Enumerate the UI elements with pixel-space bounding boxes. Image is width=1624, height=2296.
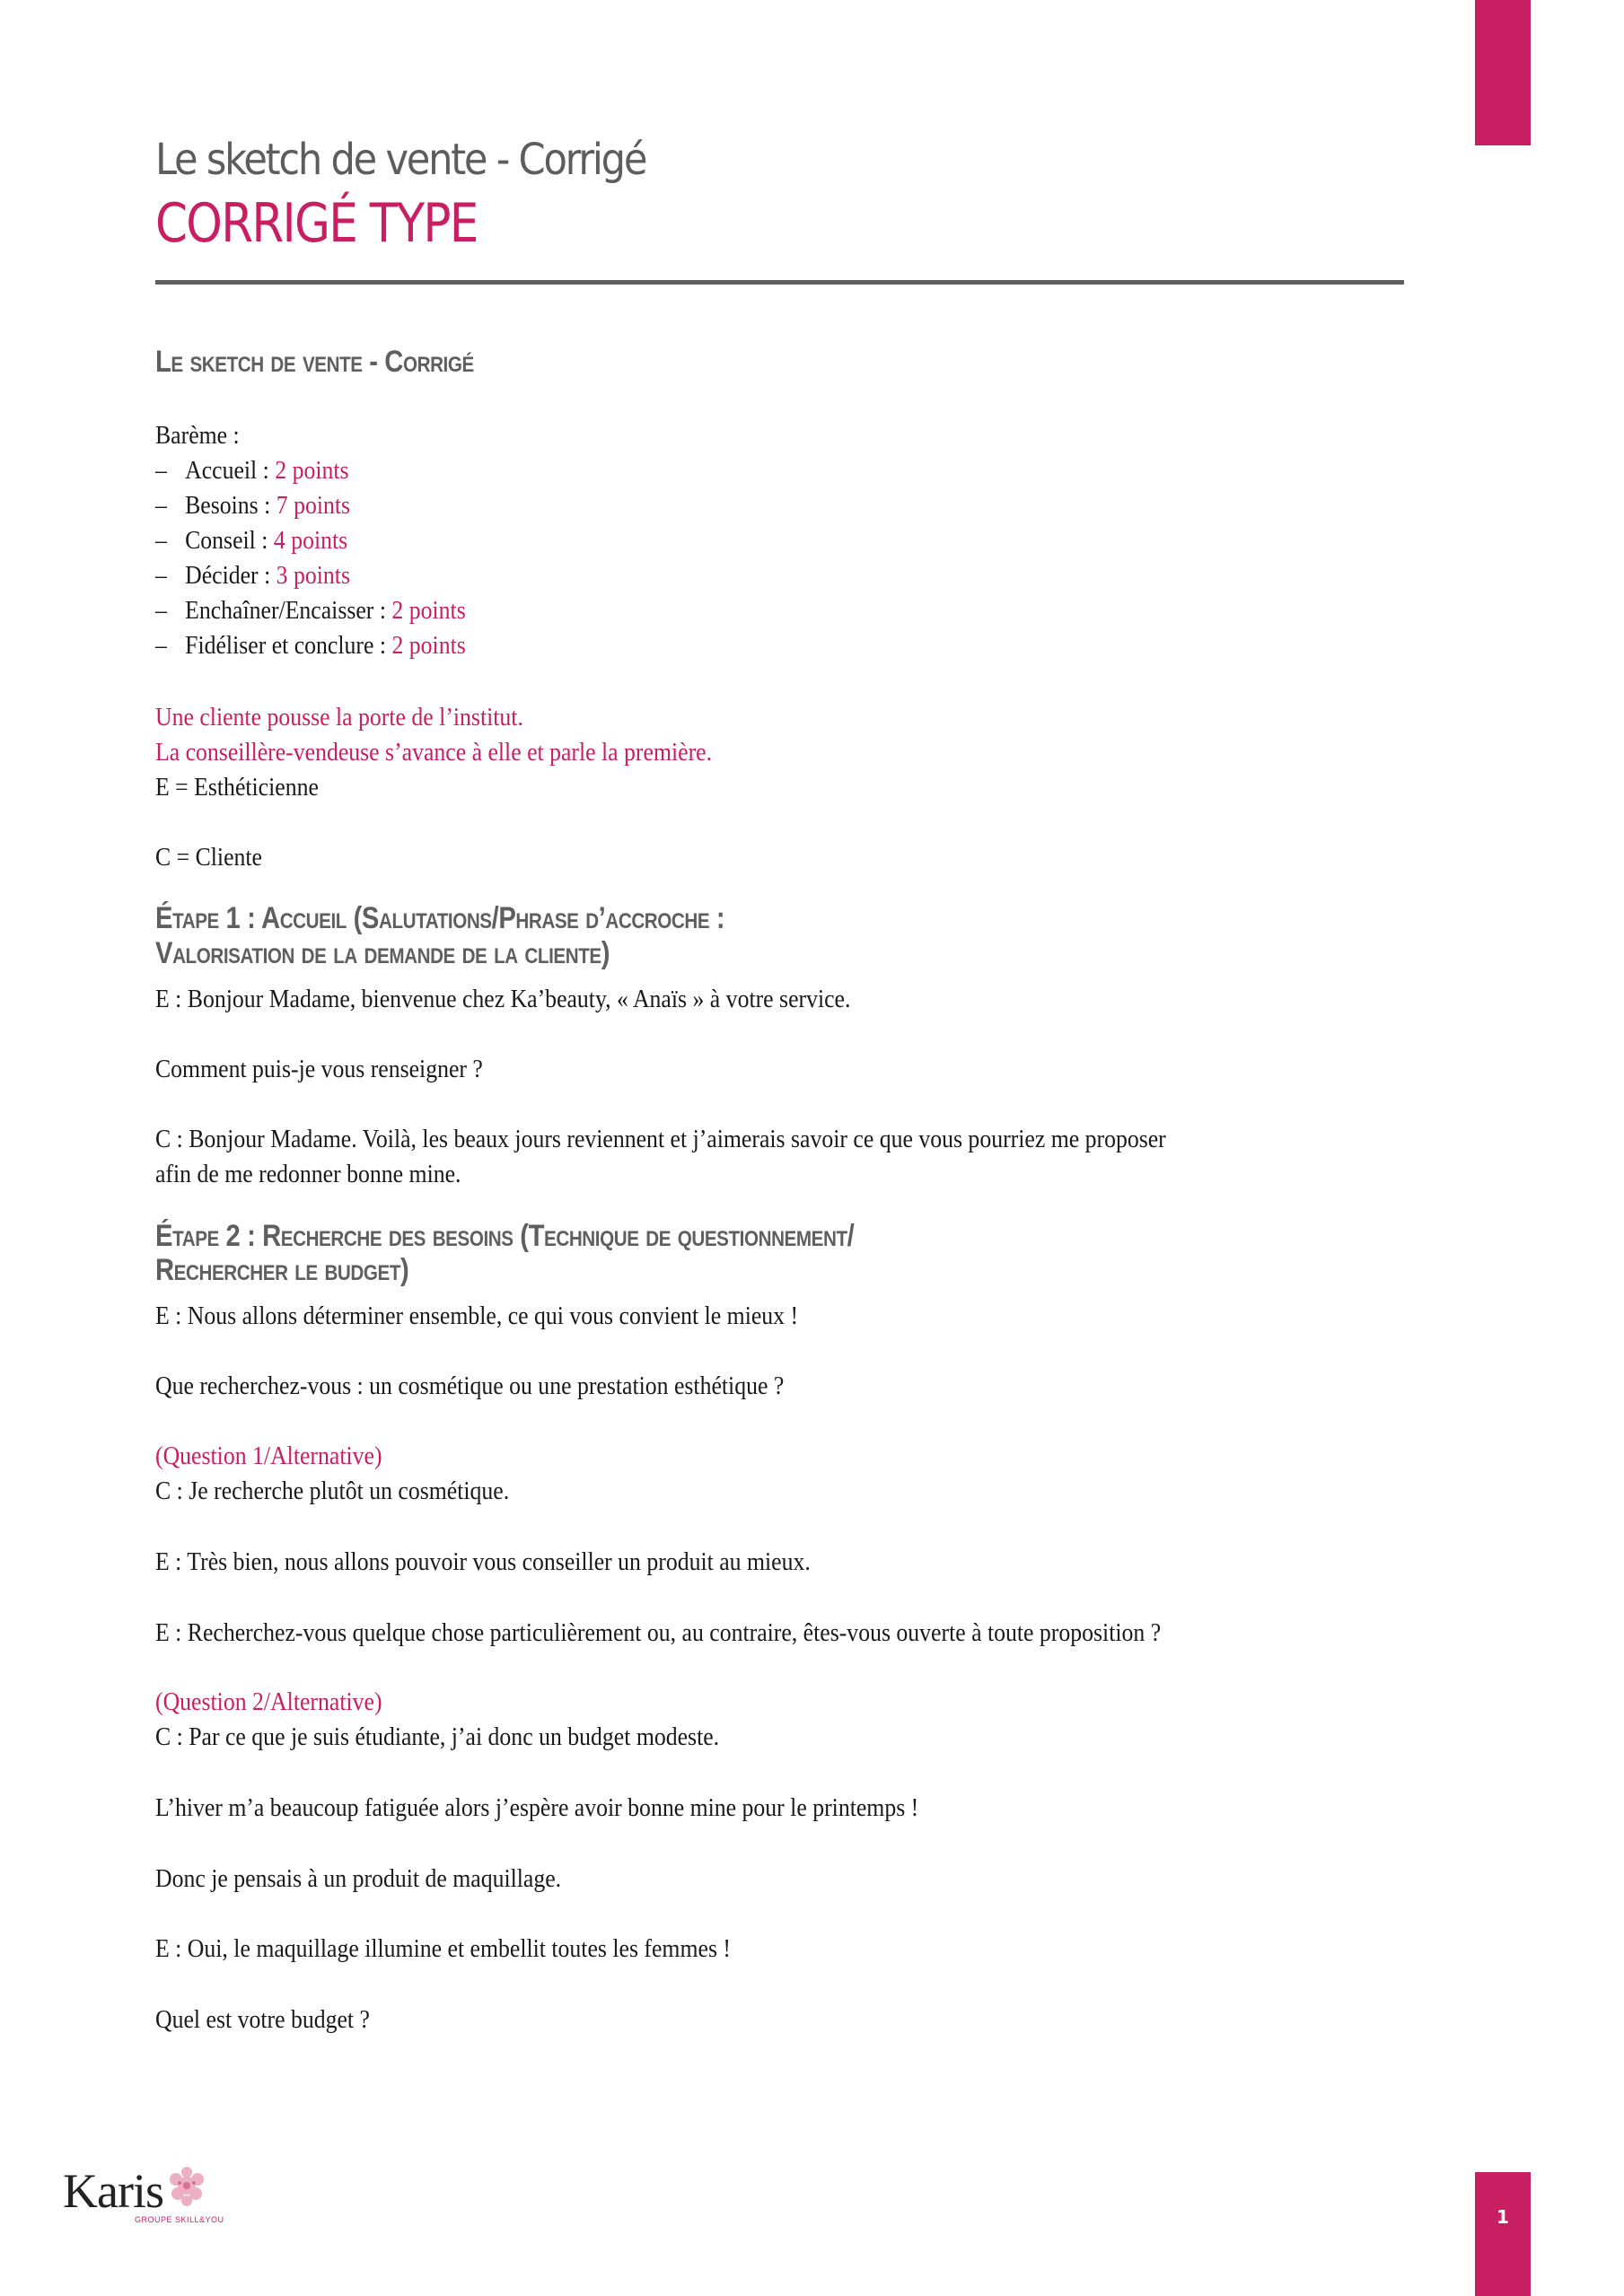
bareme-item-name: Besoins : [185,492,271,520]
header-divider [155,280,1404,285]
bareme-item [155,457,349,486]
bareme-label: Barème : [155,422,240,450]
dash-bullet: – [155,527,167,555]
dash-bullet: – [155,492,167,520]
step1-heading-cont: Valorisation de la demande de la cliente) [155,936,610,970]
dialogue-line: E : Recherchez-vous quelque chose particulièrement ou, au contraire, êtes-vous ouverte à toute proposition ? [155,1619,1162,1647]
bareme-item-points: 4 points [273,527,348,555]
dialogue-line: L’hiver m’a beaucoup fatiguée alors j’espère avoir bonne mine pour le printemps ! [155,1794,919,1822]
question-annotation: (Question 1/Alternative) [155,1442,382,1470]
bareme-item-points: 7 points [276,492,351,520]
dialogue-line: afin de me redonner bonne mine. [155,1161,461,1188]
dialogue-line: E : Bonjour Madame, bienvenue chez Ka’beauty, « Anaïs » à votre service. [155,986,851,1013]
question-annotation: (Question 2/Alternative) [155,1688,382,1716]
dialogue-line: C : Je recherche plutôt un cosmétique. [155,1477,510,1505]
bareme-item-name: Décider : [185,562,271,590]
legend-esthetician: E = Esthéticienne [155,774,319,802]
bareme-item [155,562,350,591]
bareme-item [155,597,466,626]
stage-direction: Une cliente pousse la porte de l’institut. [155,704,523,732]
bareme-item-name: Conseil : [185,527,268,555]
legend-client: C = Cliente [155,844,262,872]
bareme-item [155,492,350,521]
dash-bullet: – [155,457,167,485]
dash-bullet: – [155,562,167,590]
bareme-item-name: Accueil : [185,457,269,485]
bareme-item-points: 2 points [275,457,349,485]
logo-wordmark: Karis [63,2164,163,2218]
dialogue-line: E : Oui, le maquillage illumine et embellit toutes les femmes ! [155,1935,731,1963]
dialogue-line: Quel est votre budget ? [155,2006,370,2034]
dash-bullet: – [155,632,167,660]
step1-heading: Étape 1 : Accueil (Salutations/Phrase d’accroche : [155,901,725,935]
dialogue-line: C : Par ce que je suis étudiante, j’ai donc un budget modeste. [155,1723,720,1751]
bareme-item-name: Enchaîner/Encaisser : [185,597,386,625]
karis-logo [63,2163,224,2235]
document-subtitle: Le sketch de vente - Corrigé [155,135,646,185]
bareme-item-name: Fidéliser et conclure : [185,632,387,660]
page-number-tab [1475,2172,1531,2296]
flower-icon [160,2163,214,2213]
bareme-item-points: 3 points [276,562,350,590]
bareme-item [155,632,466,661]
page-number: 1 [1497,2206,1509,2228]
step2-heading-cont: Rechercher le budget) [155,1253,409,1287]
dash-bullet: – [155,597,167,625]
stage-direction: La conseillère-vendeuse s’avance à elle et parle la première. [155,739,713,767]
document-title: CORRIGÉ TYPE [155,192,478,255]
section-heading: Le sketch de vente - Corrigé [155,345,474,379]
step2-heading: Étape 2 : Recherche des besoins (Technique de questionnement/ [155,1219,855,1253]
dialogue-line: Donc je pensais à un produit de maquillage. [155,1865,562,1893]
top-accent-tab [1475,0,1531,145]
dialogue-line: Comment puis-je vous renseigner ? [155,1056,483,1083]
dialogue-line: C : Bonjour Madame. Voilà, les beaux jours reviennent et j’aimerais savoir ce que vous pourriez me proposer [155,1126,1166,1153]
bareme-item-points: 2 points [391,597,466,625]
dialogue-line: E : Très bien, nous allons pouvoir vous conseiller un produit au mieux. [155,1548,811,1576]
bareme-item [155,527,347,556]
dialogue-line: E : Nous allons déterminer ensemble, ce qui vous convient le mieux ! [155,1302,799,1330]
dialogue-line: Que recherchez-vous : un cosmétique ou une prestation esthétique ? [155,1372,785,1400]
bareme-item-points: 2 points [391,632,466,660]
logo-tagline: GROUPE SKILL&YOU [135,2215,224,2224]
